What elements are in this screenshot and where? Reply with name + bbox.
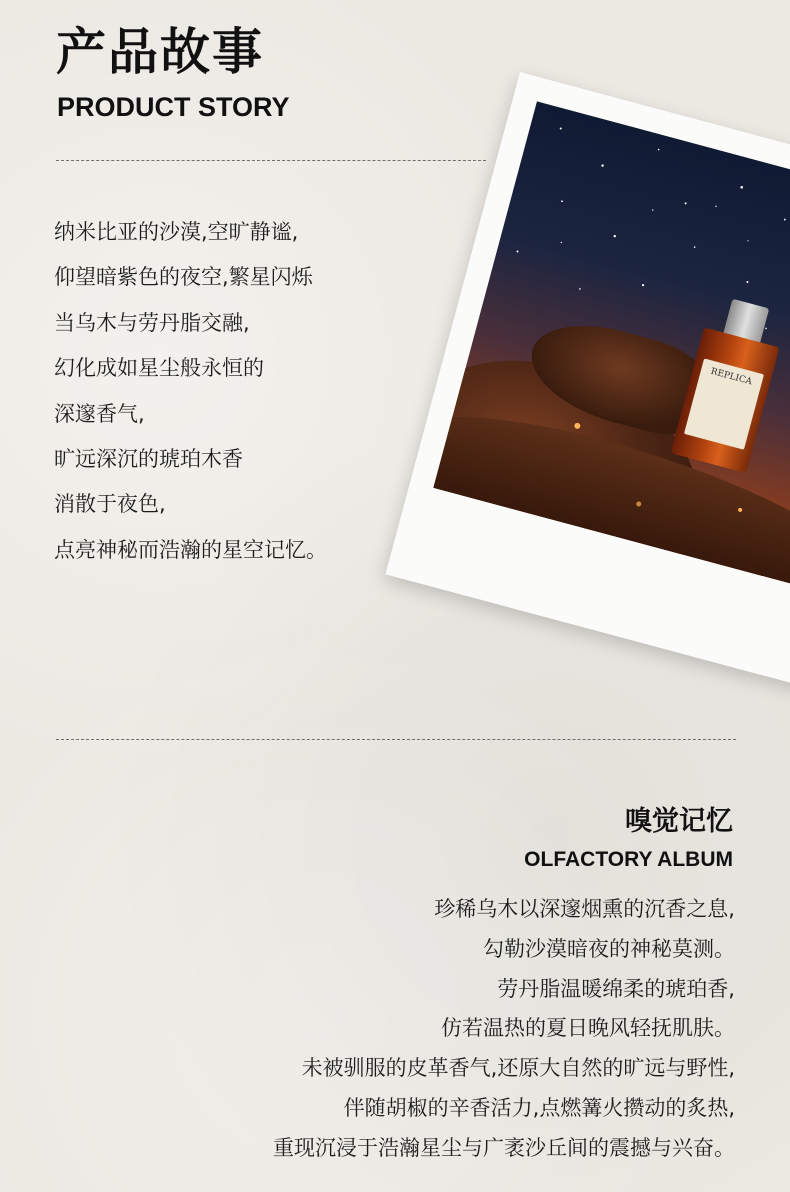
story-line: 幻化成如星尘般永恒的	[54, 356, 264, 381]
story-line: 当乌木与劳丹脂交融,	[54, 310, 250, 335]
album-line: 重现沉浸于浩瀚星尘与广袤沙丘间的震撼与兴奋。	[273, 1135, 735, 1160]
perfume-photo	[433, 101, 790, 589]
album-line: 劳丹脂温暖绵柔的琥珀香,	[497, 976, 735, 1001]
story-line: 纳米比亚的沙漠,空旷静谧,	[54, 220, 299, 244]
bottle-label: REPLICA	[684, 358, 764, 449]
album-body	[115, 890, 735, 1169]
story-line: 仰望暗紫色的夜空,繁星闪烁	[54, 265, 313, 290]
story-line: 深邃香气,	[54, 401, 145, 426]
olfactory-album-title-en: OLFACTORY ALBUM	[524, 848, 733, 871]
divider-mid	[56, 739, 736, 740]
story-body	[54, 210, 394, 573]
album-line: 珍稀乌木以深邃烟熏的沉香之息,	[434, 897, 735, 921]
product-story-title-en: PRODUCT STORY	[57, 92, 290, 122]
olfactory-album-title-cn: 嗅觉记忆	[625, 806, 733, 837]
divider-top	[56, 160, 486, 161]
product-story-title-cn: 产品故事	[56, 23, 264, 81]
story-line: 旷远深沉的琥珀木香	[54, 447, 243, 472]
album-line: 未被驯服的皮革香气,还原大自然的旷远与野性,	[301, 1056, 735, 1081]
story-line: 消散于夜色,	[54, 492, 166, 517]
album-line: 仿若温热的夏日晚风轻抚肌肤。	[441, 1016, 735, 1041]
polaroid-photo	[385, 72, 790, 688]
story-line: 点亮神秘而浩瀚的星空记忆。	[54, 537, 327, 562]
album-line: 勾勒沙漠暗夜的神秘莫测。	[483, 936, 735, 961]
album-line: 伴随胡椒的辛香活力,点燃篝火攒动的炙热,	[343, 1095, 735, 1120]
